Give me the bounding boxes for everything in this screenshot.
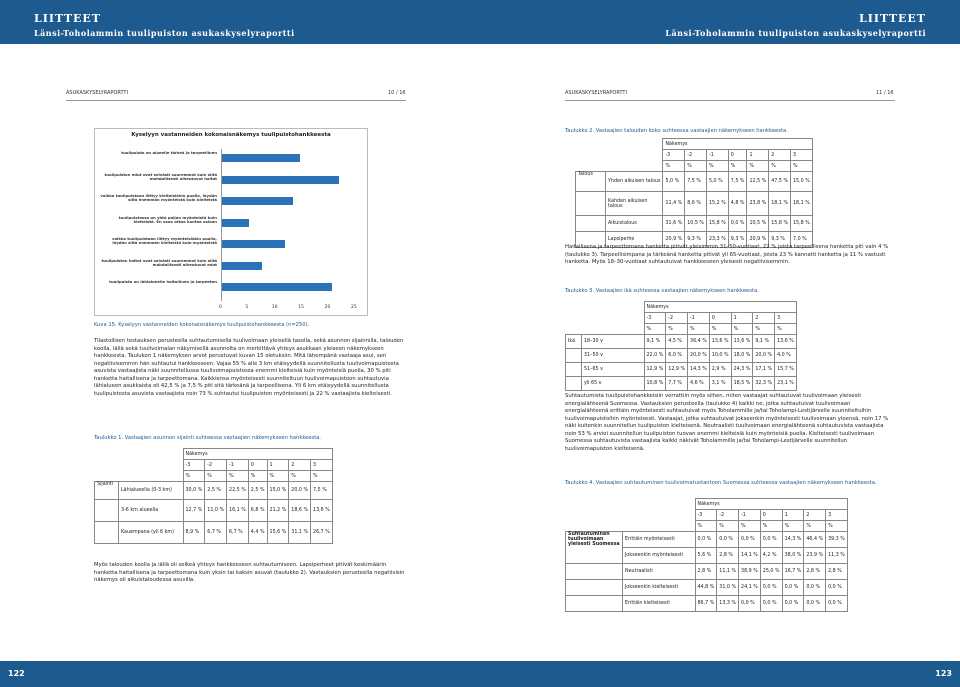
table3-cell: 12,9 % (644, 363, 666, 377)
table1-cell: 6,7 % (227, 522, 249, 544)
table3-cell: 24,3 % (731, 363, 753, 377)
table2-pct: % (747, 161, 769, 172)
table4-cell: 86,7 % (695, 596, 717, 612)
table4-cell: 38,0 % (782, 548, 804, 564)
table2-col: 1 (747, 150, 769, 161)
table3-col: -2 (666, 313, 688, 324)
table1-col: -3 (183, 460, 205, 471)
table3-cell: 32,3 % (753, 377, 775, 391)
running-left-label: ASUKASKYSELYRAPORTTI (66, 90, 128, 96)
table1-row-label: 3-6 km alueella (119, 500, 184, 522)
chart-bar (222, 154, 300, 162)
table4-cell: 39,3 % (826, 532, 848, 548)
table3-cell: 4,6 % (688, 377, 710, 391)
table1-col: 3 (311, 460, 333, 471)
table4-cell: 4,2 % (760, 548, 782, 564)
table-2 (575, 138, 813, 248)
table1-pct: % (311, 471, 333, 482)
table1-pct: % (205, 471, 227, 482)
chart-bar (222, 240, 285, 248)
table3-cell: 18,5 % (731, 377, 753, 391)
running-left-page: 10 / 16 (388, 90, 406, 96)
table3-row-label: 18–30 v (582, 335, 645, 349)
table1-cell: 4,4 % (248, 522, 267, 544)
table3-cell: 6,0 % (666, 349, 688, 363)
table2-pct: % (769, 161, 791, 172)
table4-cell: 2,8 % (717, 548, 739, 564)
table3-col: -3 (644, 313, 666, 324)
chart-bar (222, 262, 262, 270)
chart-bar (222, 283, 332, 291)
table1-pct: % (183, 471, 205, 482)
table4-row-label: Jokseenkin myönteisesti (623, 548, 696, 564)
table4-cell: 13,3 % (717, 596, 739, 612)
table4-pct: % (826, 521, 848, 532)
table4-cell: 25,0 % (760, 564, 782, 580)
table2-cell: 7,5 % (685, 172, 707, 192)
table1-cell: 15,6 % (267, 522, 289, 544)
table2-row-label: Kahden aikuisen talous (606, 192, 663, 216)
table4-cell: 5,6 % (695, 548, 717, 564)
table3-group: Näkemys (644, 302, 796, 313)
table4-cell: 23,9 % (804, 548, 826, 564)
chart-category-label: tuulipuiston haitat ovat selvästi suuremmat kuin siitä mahdollisesti aiheutuvat edut (101, 257, 217, 267)
table3-cell: 18,0 % (731, 349, 753, 363)
table4-cell: 2,8 % (695, 564, 717, 580)
table2-cell: 15,8 % (791, 216, 813, 232)
table3-pct: % (731, 324, 753, 335)
table2-cell: 9,3 % (769, 232, 791, 248)
chart-x-tick: 25 (351, 305, 357, 310)
table4-row-label: Jokseenkin kielteisesti (623, 580, 696, 596)
table1-cell: 7,5 % (311, 482, 333, 500)
table2-row-label: Lapsiperhe (606, 232, 663, 248)
table3-cell: 9,1 % (644, 335, 666, 349)
table3-col: 1 (731, 313, 753, 324)
table4-group: Näkemys (695, 499, 847, 510)
table1-row-label: Lähialueella (0-3 km) (119, 482, 184, 500)
table3-cell: 3,1 % (709, 377, 731, 391)
table4-pct: % (717, 521, 739, 532)
table3-pct: % (775, 324, 797, 335)
table1-cell: 8,9 % (183, 522, 205, 544)
table3-pct: % (709, 324, 731, 335)
footer-left (0, 661, 480, 687)
table4-col: 2 (804, 510, 826, 521)
running-right-page: 11 / 16 (876, 90, 894, 96)
left-paragraph-1: Tilastollisen testauksen perusteella suhtautumisella tuulivoimaan yleisellä tasolla, sekä asunnon sijainnilla, talouden koolla, iällä sekä tuulivoimalan näkymisellä asunnolta on merkittävä yhteys asukkaan yleiseen näkemykseen hankkeesta. Taulukon 1 näkemyksen arvot perustuvat kuvan 15 oletuksiin. Mitä lähempänä vastaaja asui, sen negatiivisemmin hän suhtautui hankkeeseen. Vajaa 55 % alle 3 km etäisyydellä suunnitellusta tuulivoimapuistosta asuvista vastaajista näki suunnitellussa tuulivoimapuistossa enemmi kielteisiä kuin myönteisiä puolia, 30 % piti hanketta haitallisena ja tarpeettomana. Kaikkiensa myönteisesti suunniteltuun tuulivoimapuistoon suhtautuvia lähialueen asukkaista oli 42,5 % ja 7,5 % piti sitä tärkeänä ja tarpeellisena. Yli 6 km etäisyydellä suunnitellusta tuulipuistosta asuvista vastaajista noin 73 % suhtautui tuulipuiston myönteisesti ja 22 % vastaajista kielteisesti. (94, 338, 404, 397)
table4-cell: 46,4 % (804, 532, 826, 548)
table2-cell: 18,1 % (769, 192, 791, 216)
table4-cell: 0,0 % (717, 532, 739, 548)
table4-row-label: Erittäin kielteisesti (623, 596, 696, 612)
table2-rowgroup: Talous (576, 172, 606, 192)
header-left-title: LIITTEET (34, 12, 101, 25)
table1-col: -1 (227, 460, 249, 471)
table2-cell: 31,6 % (663, 216, 685, 232)
table1-cell: 6,8 % (248, 500, 267, 522)
divider-right (565, 100, 895, 101)
table2-cell: 20,9 % (747, 232, 769, 248)
table4-pct: % (760, 521, 782, 532)
table3-cell: 13,6 % (709, 335, 731, 349)
table3-cell: 2,9 % (709, 363, 731, 377)
header-right (480, 0, 960, 44)
table2-cell: 5,0 % (663, 172, 685, 192)
table3-caption: Taulukko 3. Vastaajien ikä suhteessa vastaajien näkemykseen hankkeesta. (565, 288, 759, 294)
divider-left (66, 100, 406, 101)
table3-pct: % (644, 324, 666, 335)
table3-row-label: yli 65 v (582, 377, 645, 391)
table2-cell: 7,5 % (728, 172, 747, 192)
table-4 (565, 498, 848, 612)
table2-cell: 4,8 % (728, 192, 747, 216)
table4-cell: 16,7 % (782, 564, 804, 580)
chart-bar (222, 219, 249, 227)
table4-col: -3 (695, 510, 717, 521)
table2-col: -2 (685, 150, 707, 161)
table1-col: 2 (289, 460, 311, 471)
table2-cell: 5,0 % (706, 172, 728, 192)
table3-col: 0 (709, 313, 731, 324)
chart-bar (222, 197, 293, 205)
table2-cell: 9,3 % (728, 232, 747, 248)
table3-rowgroup: Ikä (566, 335, 582, 349)
table2-cell: 23,8 % (747, 192, 769, 216)
table2-cell: 12,5 % (747, 172, 769, 192)
chart-category-label: tuulipuisto on alueelle tärkeä ja tarpeellinen (121, 150, 217, 155)
table3-cell: 36,4 % (688, 335, 710, 349)
table2-cell: 18,1 % (791, 192, 813, 216)
table4-cell: 0,0 % (782, 580, 804, 596)
opinion-chart (94, 128, 368, 316)
table3-row-label: 51–65 v (582, 363, 645, 377)
table3-cell: 13,6 % (775, 335, 797, 349)
right-paragraph-2: Suhtautumista tuulipuistohankkeisiin verrattiin myös siihen, miten vastaajat suhtautuvat tuulivoimaan yleisesti energialähteenä Suomessa. Vastauksien perusteella (taulukko 4) kaikki ne, jotka suhtautuivat tuulivoimaan energialähteenä erittäin myönteisesti suhtautuivat myös Toholammille ja/tai Toholampi-Lestijärvelle suunniteltuihin tuulivoimapuistoihin myönteisesti. Vastaajat, jotka suhtautuivat jokseenkin myönteisesti tuulivoimaan yleensä, noin 17 % näki kuitenkin suunnitellun tuulipuiston kielteisenä. Neutraalisti tuulivoimaan energialähteenä suhtautuvista vastaajista noin 53 % arvioi suunnitellun tuulipuiston tuovan enemmi kielteisiä kuin myönteisiä puolia. Kielteisesti tuulivoimaan Suomessa suhtautuvista vastaajista kaikki näkivät Toholammille ja/tai Toholampi-Lestijärvelle suunnitellun tuulivoimapuiston kielteisenä. (565, 393, 889, 452)
header-left (0, 0, 480, 44)
table2-group: Näkemys (663, 139, 812, 150)
table2-pct: % (728, 161, 747, 172)
table4-rowgroup: Suhtautuminen tuulivoimaan yleisesti Suomessa (566, 532, 623, 564)
table1-pct: % (289, 471, 311, 482)
table4-cell: 0,0 % (826, 580, 848, 596)
table2-cell: 20,9 % (663, 232, 685, 248)
table4-row-label: Erittäin myönteisesti (623, 532, 696, 548)
table3-cell: 15,7 % (775, 363, 797, 377)
table1-cell: 22,5 % (227, 482, 249, 500)
table4-pct: % (695, 521, 717, 532)
table4-cell: 14,1 % (739, 548, 761, 564)
table2-col: 0 (728, 150, 747, 161)
table4-pct: % (804, 521, 826, 532)
chart-category-label: vaikka tuulipuistoon liittyy kielteisiäkin puolia, löydän siitä enemmän myönteistä kuin kielteistä (100, 193, 217, 203)
table3-cell: 20,0 % (753, 349, 775, 363)
figure-caption: Kuva 15. Kyselyyn vastanneiden kokonaisnäkemys tuulipuistohankkeesta (n=250). (94, 322, 310, 328)
table2-cell: 7,0 % (791, 232, 813, 248)
table2-cell: 15,0 % (791, 172, 813, 192)
table-1 (94, 448, 333, 544)
table3-cell: 9,1 % (753, 335, 775, 349)
footer-right-page: 123 (935, 669, 952, 678)
chart-category-label: vaikka tuulipuistoon liittyy myönteisiäkin puolia, löydän siitä enemmän kielteistä kuin myönteistä (112, 236, 217, 246)
table2-cell: 23,3 % (706, 232, 728, 248)
table3-cell: 17,1 % (753, 363, 775, 377)
table1-cell: 6,7 % (205, 522, 227, 544)
table1-pct: % (267, 471, 289, 482)
table4-cell: 0,0 % (760, 532, 782, 548)
table2-row-label: Yhden aikuisen talous (606, 172, 663, 192)
table3-cell: 13,6 % (731, 335, 753, 349)
table2-col: 2 (769, 150, 791, 161)
table3-cell: 14,3 % (688, 363, 710, 377)
table4-cell: 0,0 % (782, 596, 804, 612)
table4-row-label: Neutraalisti (623, 564, 696, 580)
table4-cell: 11,1 % (717, 564, 739, 580)
table4-cell: 38,9 % (739, 564, 761, 580)
chart-category-label: tuulipuistossa on yhtä paljon myönteistä kuin kielteistä. En osaa ottaa kantaa asiaan (118, 214, 217, 224)
table1-cell: 30,0 % (183, 482, 205, 500)
table1-col: -2 (205, 460, 227, 471)
table1-col: 0 (248, 460, 267, 471)
table4-cell: 0,0 % (826, 596, 848, 612)
chart-x-tick: 15 (298, 305, 304, 310)
right-paragraph-1: Haitallisena ja tarpeettomana hanketta pitivät yleisimmin 31–50-vuotiaat, 22 % joista tarpeellisena hanketta piti vain 4 % (taulukko 3). Tarpeellisimpana ja tärkeänä hanketta pitivät yli 65-vuotiaat, joista 23 % kannatti hanketta ja 11 % vastusti hanketta. Myös 18–30-vuotiaat suhtautuivat hankkeeseen yleisesti negatiivisemmin. (565, 244, 889, 266)
table1-row-label: Kauempana (yli 6 km) (119, 522, 184, 544)
chart-x-tick: 10 (271, 305, 278, 310)
table3-cell: 7,7 % (666, 377, 688, 391)
table2-cell: 0,0 % (728, 216, 747, 232)
table2-cell: 10,5 % (685, 216, 707, 232)
table2-col: 3 (791, 150, 813, 161)
table4-caption: Taulukko 4. Vastaajien suhtautuminen tuulivoimatuotantoon Suomessa suhteessa vastaajien näkemykseen hankkeesta. (565, 480, 877, 486)
left-paragraph-2: Myös talouden koolla ja iällä oli selkeä yhteys hankkeeseen suhtautumiseen. Lapsiperheet pitivät keskimäärin hanketta haitallisena ja tarpeettomana kuin yksin tai kaksin asuvat (taulukko 2). Vastauksien perusteella negatiivisin näkemys oli aikuistaloudessa asuvilla. (94, 562, 405, 584)
table2-cell: 11,4 % (663, 192, 685, 216)
table3-cell: 4,0 % (775, 349, 797, 363)
table1-pct: % (248, 471, 267, 482)
table4-cell: 0,0 % (804, 580, 826, 596)
table4-cell: 0,0 % (804, 596, 826, 612)
chart-category-label: tuulipuisto on lähialueelle haitallinen ja tarpeeton (109, 279, 217, 284)
table3-row-label: 31–50 v (582, 349, 645, 363)
table3-pct: % (666, 324, 688, 335)
table3-cell: 20,0 % (688, 349, 710, 363)
table1-cell: 18,6 % (289, 500, 311, 522)
running-right-label: ASUKASKYSELYRAPORTTI (565, 90, 627, 96)
table3-col: 2 (753, 313, 775, 324)
table1-cell: 20,0 % (289, 482, 311, 500)
table4-pct: % (782, 521, 804, 532)
table4-cell: 0,0 % (760, 596, 782, 612)
table1-rowgroup: Sijainti (95, 482, 119, 500)
table1-cell: 11,0 % (205, 500, 227, 522)
table4-cell: 0,0 % (695, 532, 717, 548)
table2-cell: 47,5 % (769, 172, 791, 192)
footer-right (480, 661, 960, 687)
table2-pct: % (706, 161, 728, 172)
table3-cell: 4,5 % (666, 335, 688, 349)
table4-cell: 14,3 % (782, 532, 804, 548)
table4-cell: 0,0 % (739, 532, 761, 548)
chart-title: Kyselyyn vastanneiden kokonaisnäkemys tuulipuistohankkeesta (131, 132, 331, 138)
table1-col: 1 (267, 460, 289, 471)
table4-col: -1 (739, 510, 761, 521)
table4-col: -2 (717, 510, 739, 521)
table3-cell: 22,0 % (644, 349, 666, 363)
table2-cell: 10,5 % (747, 216, 769, 232)
table2-caption: Taulukko 2. Vastaajien talouden koko suhteessa vastaajien näkemykseen hankkeesta. (565, 128, 788, 134)
table3-cell: 12,9 % (666, 363, 688, 377)
table4-pct: % (739, 521, 761, 532)
table3-cell: 23,1 % (775, 377, 797, 391)
table1-cell: 2,5 % (248, 482, 267, 500)
table1-cell: 13,6 % (311, 500, 333, 522)
table4-col: 1 (782, 510, 804, 521)
table3-cell: 10,8 % (644, 377, 666, 391)
table4-col: 0 (760, 510, 782, 521)
header-right-subtitle: Länsi-Toholammin tuulipuiston asukaskyselyraportti (665, 28, 926, 38)
table4-cell: 44,8 % (695, 580, 717, 596)
table1-cell: 15,0 % (267, 482, 289, 500)
table2-cell: 15,8 % (769, 216, 791, 232)
table2-col: -1 (706, 150, 728, 161)
footer-left-page: 122 (8, 669, 25, 678)
table1-group: Näkemys (183, 449, 332, 460)
table4-cell: 11,3 % (826, 548, 848, 564)
table2-pct: % (663, 161, 685, 172)
table1-cell: 2,5 % (205, 482, 227, 500)
table4-cell: 0,0 % (739, 596, 761, 612)
table-3 (565, 301, 797, 391)
table3-col: -1 (688, 313, 710, 324)
table3-col: 3 (775, 313, 797, 324)
table3-cell: 10,0 % (709, 349, 731, 363)
table2-cell: 9,3 % (685, 232, 707, 248)
table4-cell: 24,1 % (739, 580, 761, 596)
table3-pct: % (688, 324, 710, 335)
table1-cell: 12,7 % (183, 500, 205, 522)
header-right-title: LIITTEET (859, 12, 926, 25)
chart-category-label: tuulipuiston edut ovat selvästi suuremmat kuin siitä mahdollisesti aiheutuvat haitat (104, 171, 217, 181)
table1-cell: 16,1 % (227, 500, 249, 522)
table1-cell: 31,1 % (289, 522, 311, 544)
table4-cell: 2,8 % (804, 564, 826, 580)
table1-cell: 26,7 % (311, 522, 333, 544)
table4-cell: 2,8 % (826, 564, 848, 580)
chart-x-tick: 0 (219, 305, 222, 310)
table2-row-label: Aikuistalous (606, 216, 663, 232)
table2-cell: 15,2 % (706, 192, 728, 216)
table1-pct: % (227, 471, 249, 482)
table3-pct: % (753, 324, 775, 335)
table4-cell: 0,0 % (760, 580, 782, 596)
chart-x-tick: 5 (245, 305, 249, 310)
chart-x-tick: 20 (324, 305, 331, 310)
table1-cell: 21,2 % (267, 500, 289, 522)
table2-cell: 8,6 % (685, 192, 707, 216)
table2-col: -3 (663, 150, 685, 161)
table2-pct: % (685, 161, 707, 172)
table2-cell: 15,8 % (706, 216, 728, 232)
chart-bar (222, 176, 339, 184)
table4-cell: 31,0 % (717, 580, 739, 596)
header-left-subtitle: Länsi-Toholammin tuulipuiston asukaskyselyraportti (34, 28, 295, 38)
table4-col: 3 (826, 510, 848, 521)
table1-caption: Taulukko 1. Vastaajien asunnon sijainti suhteessa vastaajien näkemykseen hankkeesta. (94, 435, 322, 441)
table2-pct: % (791, 161, 813, 172)
